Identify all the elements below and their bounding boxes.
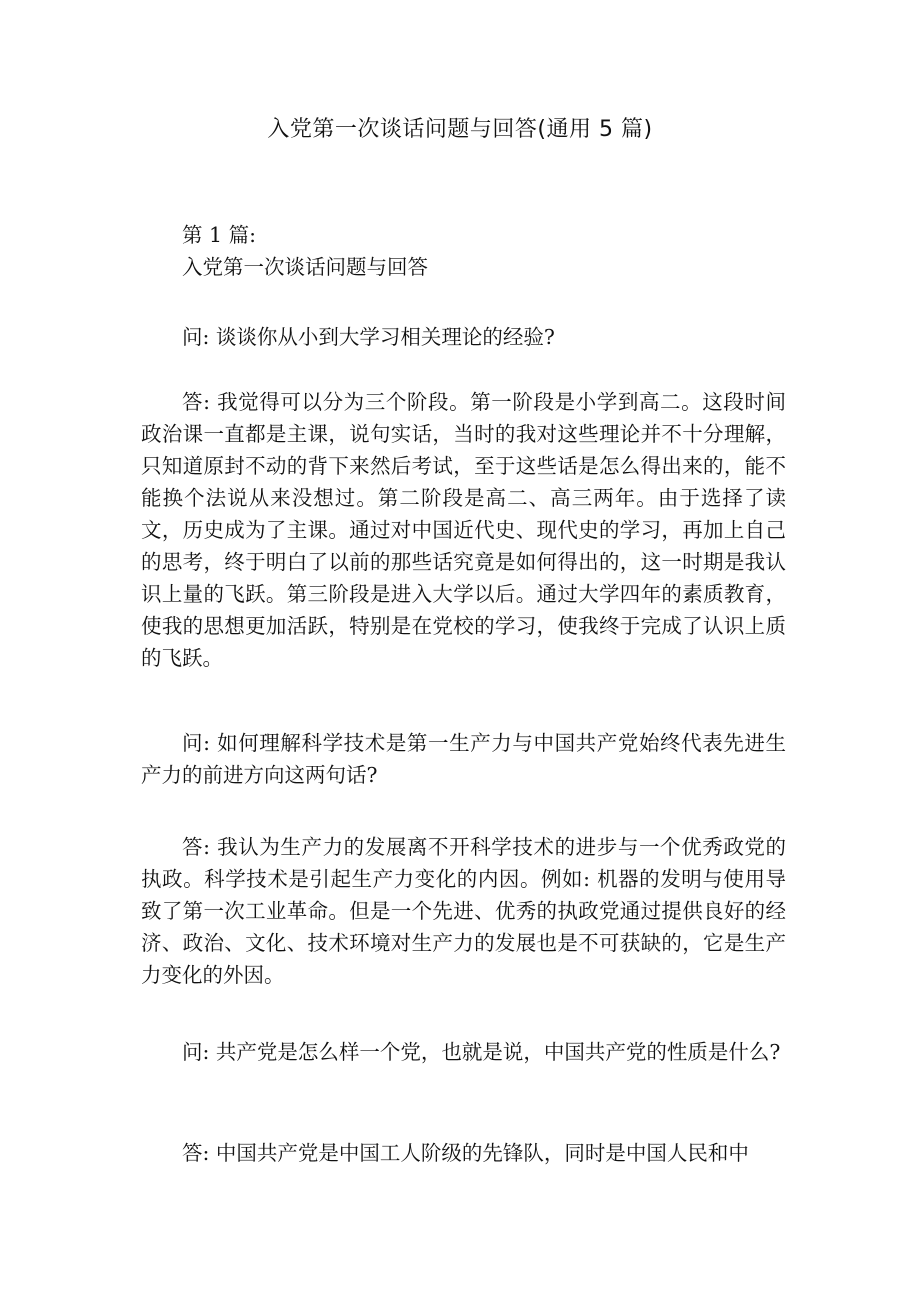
- answer-1-text: 答: 我觉得可以分为三个阶段。第一阶段是小学到高二。这段时间政治课一直都是主课，说句实话，当时的我对这些理论并不十分理解，只知道原封不动的背下来然后考试，至于这些话是怎么得出来的，能不能换个法说从来没想过。第二阶段是高二、高三两年。由于选择了读文，历史成为了主课。通过对中国近代史、现代史的学习，再加上自己的思考，终于明白了以前的那些话究竟是如何得出的，这一时期是我认识上量的飞跃。第三阶段是进入大学以后。通过大学四年的素质教育，使我的思想更加活跃，特别是在党校的学习，使我终于完成了认识上质的飞跃。: [141, 390, 786, 670]
- question-2: [141, 727, 786, 791]
- answer-2-text: 答: 我认为生产力的发展离不开科学技术的进步与一个优秀政党的执政。科学技术是引起生产力变化的内因。例如: 机器的发明与使用导致了第一次工业革命。但是一个先进、优秀的执政党通过提供良好的经济、政治、文化、技术环境对生产力的发展也是不可获缺的，它是生产力变化的外因。: [141, 835, 786, 987]
- question-2-text: 问: 如何理解科学技术是第一生产力与中国共产党始终代表先进生产力的前进方向这两句话?: [141, 731, 786, 787]
- answer-3: [141, 1137, 786, 1169]
- document-title: 入党第一次谈话问题与回答(通用 5 篇): [267, 117, 653, 142]
- answer-3-text: 答: 中国共产党是中国工人阶级的先锋队，同时是中国人民和中: [182, 1141, 749, 1165]
- question-3-text: 问: 共产党是怎么样一个党，也就是说，中国共产党的性质是什么?: [182, 1040, 781, 1064]
- chapter-title: 入党第一次谈话问题与回答: [182, 255, 428, 279]
- question-1-text: 问: 谈谈你从小到大学习相关理论的经验?: [182, 325, 555, 349]
- question-3: [141, 1036, 786, 1068]
- answer-2: [141, 831, 786, 991]
- chapter-label: 第 1 篇:: [182, 223, 256, 247]
- question-1: [141, 321, 786, 353]
- answer-1: [141, 386, 786, 674]
